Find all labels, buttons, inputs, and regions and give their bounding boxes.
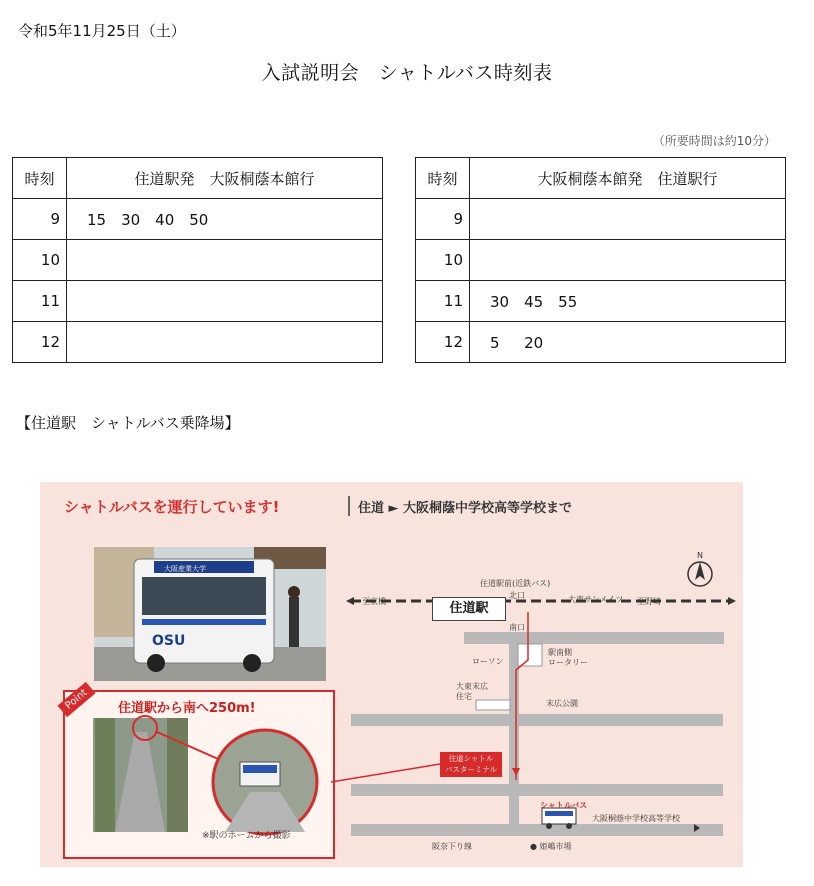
date-label: 令和5年11月25日（土） [18,22,186,40]
station-front-label: 住道駅前(近鉄バス) [480,579,551,588]
duration-note: （所要時間は約10分） [652,134,776,148]
bus-sign: 大阪産業大学 [164,565,206,573]
outbound-timetable [12,157,383,363]
line-label: 阪奈下り線 [432,842,472,851]
table-row [13,322,383,363]
table-row [416,322,786,363]
shuttle-label: シャトルバス [540,801,588,810]
table-row [13,240,383,281]
station-label: 住道駅 [432,597,506,621]
bus-logo: OSU [152,633,186,649]
col-time-header: 時刻 [13,158,67,199]
south-exit-label: 南口 [509,623,525,632]
table-row [416,281,786,322]
housing-label: 大東末広 住宅 [456,682,488,701]
hour-cell: 10 [416,240,470,281]
hour-cell: 9 [13,199,67,240]
table-header-row [13,158,383,199]
north-label: N [697,551,703,560]
point-tag: Point [57,682,95,717]
to-nozaki-label: 至野崎 [637,597,661,606]
hour-cell: 11 [13,281,67,322]
sunmate-label: 大東サンメイツ [568,595,624,604]
return-timetable [415,157,786,363]
hour-cell: 9 [416,199,470,240]
section-title: 【住道駅 シャトルバス乗降場】 [16,414,240,432]
page-title: 入試説明会 シャトルバス時刻表 [261,62,553,84]
minutes-cell [67,281,383,322]
minutes-cell [470,199,786,240]
lawson-label: ローソン [472,657,504,666]
minutes-cell: 15 30 40 50 [67,199,383,240]
market-label: ● 姫嶋市場 [530,842,572,851]
col-route-header: 住道駅発 大阪桐蔭本館行 [67,158,383,199]
north-exit-label: 北口 [509,591,525,600]
rotary-label: 駅南側 ロータリー [548,648,588,667]
flyer-banner: シャトルバスを運行しています! [64,498,280,516]
col-time-header: 時刻 [416,158,470,199]
hour-cell: 11 [416,281,470,322]
minutes-cell: 5 20 [470,322,786,363]
point-note: ※駅のホームから撮影 [202,831,291,841]
school-label: 大阪桐蔭中学校高等学校 [592,814,680,823]
minutes-cell [470,240,786,281]
terminal-label [440,752,502,777]
minutes-cell: 30 45 55 [470,281,786,322]
col-route-header: 大阪桐蔭本館発 住道駅行 [470,158,786,199]
table-row [416,240,786,281]
hour-cell: 12 [416,322,470,363]
terminal-text: 住道シャトル バスターミナル [444,754,498,774]
table-row [13,199,383,240]
park-label: 末広公園 [546,699,578,708]
point-title: 住道駅から南へ250m! [118,701,256,716]
hour-cell: 10 [13,240,67,281]
minutes-cell [67,322,383,363]
hour-cell: 12 [13,322,67,363]
table-row [416,199,786,240]
minutes-cell [67,240,383,281]
to-kyobashi-label: 至京橋 [362,597,386,606]
table-row [13,281,383,322]
table-header-row [416,158,786,199]
flyer-route: 住道 ► 大阪桐蔭中学校高等学校まで [358,501,573,516]
